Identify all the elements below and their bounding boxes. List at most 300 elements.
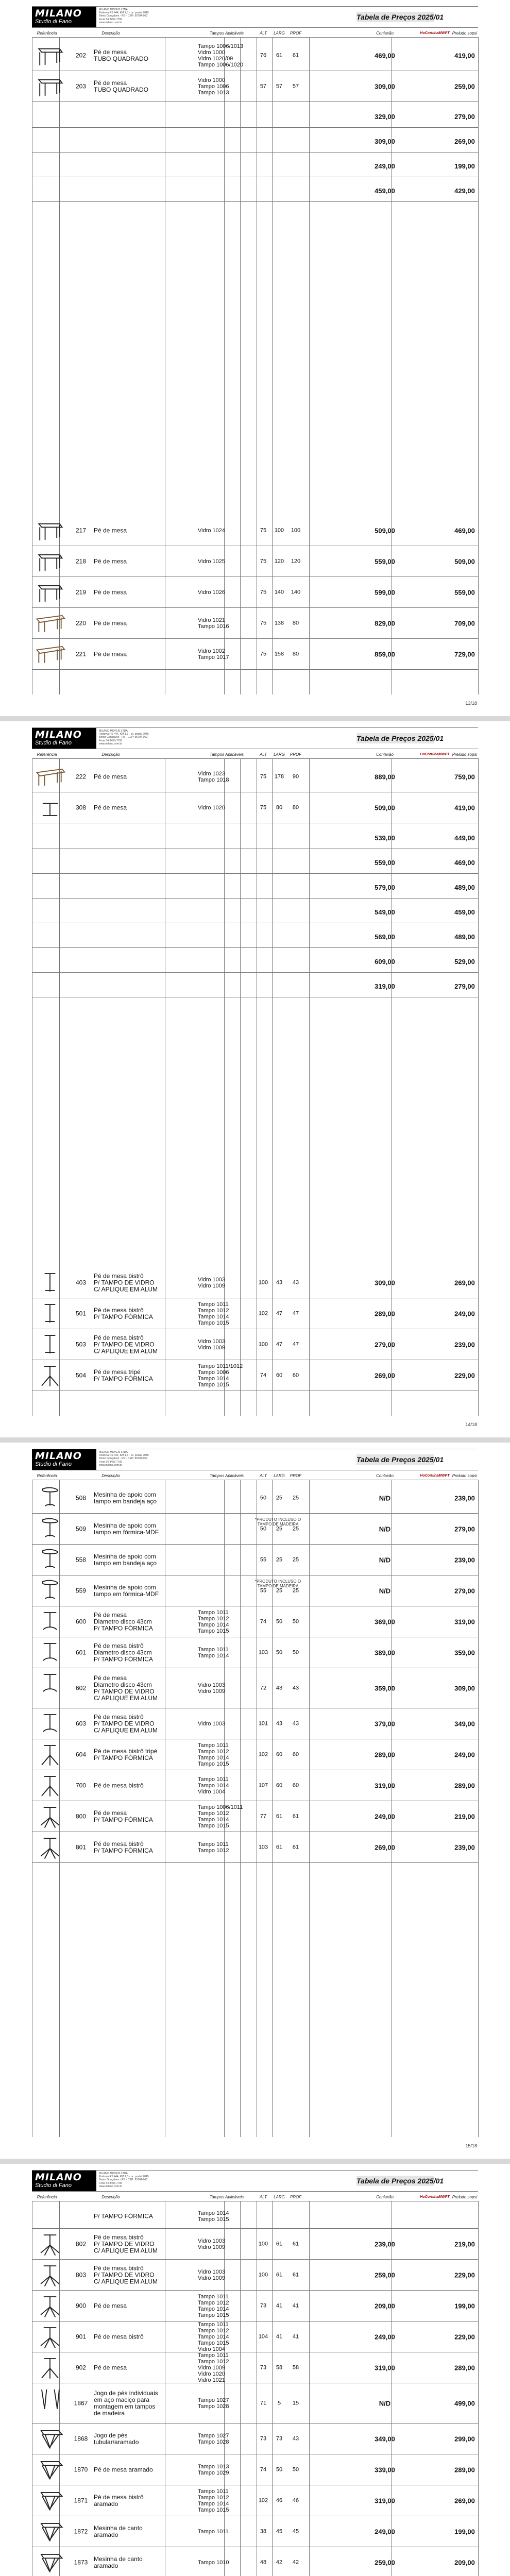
product-description: Pé de mesa [94, 527, 127, 534]
depth-value: 80 [292, 804, 299, 810]
icon-stroke [50, 2307, 55, 2317]
table-row [32, 1801, 478, 1832]
icon-stroke [50, 1786, 58, 1796]
width-value: 50 [276, 2466, 283, 2472]
product-description: Pé de mesa [94, 2302, 127, 2309]
product-description: Jogo de pés tubular/aramado [94, 2431, 139, 2446]
width-value: 25 [276, 1587, 283, 1594]
icon-stroke [50, 1376, 58, 1386]
suggested-price: 309,00 [454, 1684, 475, 1692]
table-row [32, 40, 478, 71]
product-description: Pé de mesa TUBO QUADRADO [94, 48, 149, 62]
wood-table-base-icon [33, 641, 67, 667]
column-header-prof: PROF [290, 1473, 302, 1478]
reference-code: 503 [75, 1341, 87, 1348]
height-value: 76 [260, 52, 267, 58]
height-value: 102 [258, 1751, 268, 1757]
height-value: 104 [258, 2333, 268, 2340]
depth-value: 46 [292, 2497, 299, 2503]
table-row [32, 2291, 478, 2321]
suggested-price: 229,00 [454, 2271, 475, 2279]
hairpin-legs-icon [33, 2385, 67, 2411]
cost-price: 459,00 [375, 187, 395, 195]
column-header-cost: Conlaxão [376, 752, 394, 757]
depth-value: 100 [291, 527, 301, 533]
table-row [32, 1514, 478, 1545]
company-line: www.milano.com.br [99, 1463, 122, 1467]
cost-price: 319,00 [375, 982, 395, 990]
company-address [99, 2172, 212, 2188]
table-row [32, 577, 478, 608]
product-description: Pé de mesa bistrô P/ TAMPO FÓRMICA [94, 1840, 153, 1854]
product-description: Mesinha de apoio com tampo em fórmica-MDF [94, 1521, 159, 1536]
product-description: Mesinha de canto aramado [94, 2555, 143, 2569]
column-header-al: ALT [259, 31, 267, 36]
company-line: www.milano.com.br [99, 21, 122, 24]
table-row [32, 546, 478, 577]
table-row [32, 2383, 478, 2424]
height-value: 75 [260, 651, 267, 657]
depth-value: 43 [292, 2435, 299, 2442]
reference-code: 803 [75, 2271, 87, 2278]
suggested-price: 269,00 [454, 138, 475, 145]
depth-value: 61 [292, 2241, 299, 2247]
cost-price: 379,00 [375, 1720, 395, 1727]
cost-price: 319,00 [375, 2497, 395, 2504]
table-row [32, 1708, 478, 1739]
table-row [32, 2260, 478, 2291]
round-base-icon [33, 1639, 67, 1665]
reference-code: 1871 [74, 2497, 88, 2504]
width-value: 25 [276, 1526, 283, 1532]
side-table-icon [33, 1485, 67, 1511]
height-value: 73 [260, 2302, 267, 2309]
icon-stroke [41, 2245, 50, 2253]
reference-code: 1870 [74, 2466, 88, 2473]
reference-code: 501 [75, 1310, 87, 1317]
width-value: 41 [276, 2333, 283, 2340]
column-header-cost: Conlaxão [376, 31, 394, 36]
width-value: 120 [274, 558, 284, 564]
square-tube-table-base-icon [33, 42, 67, 68]
width-value: 80 [276, 804, 283, 810]
product-description: Mesinha de apoio com tampo em fórmica-MDF [94, 1583, 159, 1598]
included-top-note: *PRODUTO INCLUSO O TAMPO DE MADEIRA [254, 1517, 301, 1527]
reference-code: 900 [75, 2302, 87, 2309]
square-tube-table-base-icon [33, 73, 67, 99]
depth-value: 120 [291, 558, 301, 564]
cost-price: 599,00 [375, 588, 395, 596]
column-header-tampos: Tampos Aplicáveis [209, 752, 244, 757]
cost-price: 239,00 [375, 2240, 395, 2248]
applicable-tops: Tampo 1014 Tampo 1015 [198, 2210, 229, 2223]
depth-value: 25 [292, 1556, 299, 1563]
applicable-tops: Vidro 1003 Vidro 1009 [198, 2268, 226, 2281]
depth-value: 50 [292, 1649, 299, 1655]
depth-value: 60 [292, 1782, 299, 1788]
column-header-sell: Preludo sopsi [452, 1473, 478, 1478]
cost-price: 829,00 [375, 619, 395, 627]
applicable-tops: Vidro 1020 [198, 804, 226, 811]
height-value: 100 [258, 2272, 268, 2278]
tripod-table-base-icon [33, 1772, 67, 1798]
icon-stroke [43, 1658, 57, 1660]
suggested-price: 259,00 [454, 82, 475, 90]
product-description: Mesinha de apoio com tampo em bandeja aço [94, 1490, 157, 1505]
applicable-tops: Tampo 1011/1012 Tampo 1006 Tampo 1014 Tampo 1015 [198, 1363, 243, 1388]
company-line: Bento Gonçalves - RS - CEP: 95704-060 [99, 736, 148, 739]
height-value: 100 [258, 1279, 268, 1285]
icon-stroke [45, 2496, 55, 2509]
column-header-tampos: Tampos Aplicáveis [209, 31, 244, 36]
applicable-tops: Tampo 1011 Tampo 1014 Vidro 1004 [198, 1776, 229, 1795]
suggested-price: 249,00 [454, 1751, 475, 1758]
company-line: www.milano.com.br [99, 742, 122, 745]
width-value: 5 [277, 2400, 281, 2406]
icon-stroke [50, 2245, 55, 2256]
width-value: 178 [274, 773, 284, 779]
applicable-tops: Vidro 1026 [198, 589, 226, 596]
height-value: 77 [260, 1813, 267, 1819]
depth-value: 61 [292, 1844, 299, 1850]
cost-price: N/D [379, 1494, 391, 1502]
icon-stroke [41, 2523, 62, 2528]
icon-stroke [45, 2434, 55, 2447]
reference-code: 220 [75, 619, 87, 626]
reference-code: 801 [75, 1843, 87, 1851]
column-header-prof: PROF [290, 31, 302, 36]
product-description: Jogo de pés individuais em aço maciço para montagem em tampos de madeira [94, 2389, 158, 2417]
wire-base-icon [33, 2487, 67, 2513]
wood-table-base-icon [33, 764, 67, 789]
suggested-price: 449,00 [454, 834, 475, 842]
width-value: 25 [276, 1495, 283, 1501]
column-header-reference: Referência [37, 31, 57, 36]
height-value: 103 [258, 1844, 268, 1850]
cost-price: 259,00 [375, 2558, 395, 2566]
price-table-title: Tabela de Preços 2025/01 [356, 1455, 444, 1464]
depth-value: 25 [292, 1495, 299, 1501]
column-header-lar: LARG [274, 31, 285, 36]
price-row-line [32, 127, 478, 128]
table-row [32, 639, 478, 670]
page-header [32, 6, 478, 28]
x-base-icon [33, 2231, 67, 2257]
width-value: 60 [276, 1782, 283, 1788]
icon-stroke [41, 1818, 50, 1825]
width-value: 158 [274, 651, 284, 657]
height-value: 50 [260, 1495, 267, 1501]
icon-stroke [39, 49, 62, 53]
icon-stroke [41, 2493, 62, 2497]
depth-value: 43 [292, 1279, 299, 1285]
depth-value: 90 [292, 773, 299, 779]
column-header-prof: PROF [290, 752, 302, 757]
product-description: Mesinha de apoio com tampo em bandeja aço [94, 1552, 157, 1567]
icon-stroke [43, 1581, 58, 1585]
icon-stroke [50, 2276, 59, 2284]
depth-value: 61 [292, 2272, 299, 2278]
company-line: Fone 54 3456-7700 [99, 18, 123, 21]
icon-stroke [57, 2389, 59, 2409]
column-header-description: Descrição [101, 752, 120, 757]
icon-stroke [42, 2368, 50, 2378]
height-value: 71 [260, 2400, 267, 2406]
suggested-price: 269,00 [454, 1279, 475, 1286]
icon-stroke [42, 2389, 45, 2409]
reference-code: 219 [75, 588, 87, 596]
round-base-icon [33, 1608, 67, 1634]
product-description: Pé de mesa P/ TAMPO FÓRMICA [94, 1809, 153, 1823]
cost-price: 249,00 [375, 1812, 395, 1820]
icon-stroke [42, 1786, 50, 1796]
table-row [32, 761, 478, 792]
icon-stroke [45, 2465, 55, 2478]
cost-price: N/D [379, 1587, 391, 1595]
applicable-tops: Vidro 1003 Vidro 1009 [198, 1338, 226, 1351]
icon-stroke [43, 1519, 58, 1523]
depth-value: 57 [292, 83, 299, 89]
width-value: 42 [276, 2559, 283, 2565]
applicable-tops: Tampo 1011 Tampo 1012 Tampo 1014 Tampo 1015 [198, 1301, 229, 1326]
cost-price: 289,00 [375, 1310, 395, 1317]
depth-value: 80 [292, 620, 299, 626]
cost-price: 269,00 [375, 1371, 395, 1379]
reference-code: 700 [75, 1782, 87, 1789]
reference-code: 1868 [74, 2435, 88, 2442]
icon-stroke [39, 586, 62, 589]
column-header-sell-subtitle: HoCortilhaMWPT [420, 31, 450, 35]
company-line: Fone 54 3456-7700 [99, 739, 123, 742]
reference-code: 217 [75, 527, 87, 534]
suggested-price: 319,00 [454, 1618, 475, 1625]
icon-stroke [41, 2338, 50, 2346]
cost-price: 279,00 [375, 1341, 395, 1348]
reference-code: 1872 [74, 2528, 88, 2535]
applicable-tops: Tampo 1011 Tampo 1014 [198, 1646, 229, 1659]
suggested-price: 499,00 [454, 2399, 475, 2407]
price-table-title: Tabela de Preços 2025/01 [356, 13, 444, 21]
height-value: 100 [258, 2241, 268, 2247]
x-base-icon [33, 1834, 67, 1860]
reference-code: 1873 [74, 2558, 88, 2566]
brand-name: MILANO [35, 8, 82, 19]
company-line: Fone 54 3456-7700 [99, 2181, 123, 2185]
product-description: Pé de mesa [94, 650, 127, 657]
reference-code: 559 [75, 1587, 87, 1594]
reference-code: 308 [75, 804, 87, 811]
table-row [32, 2547, 478, 2576]
icon-stroke [45, 2389, 47, 2409]
reference-code: 1867 [74, 2399, 88, 2406]
icon-stroke [43, 1488, 58, 1492]
product-description: P/ TAMPO FÓRMICA [94, 2212, 153, 2219]
height-value: 50 [260, 1526, 267, 1532]
height-value: 74 [260, 1618, 267, 1624]
applicable-tops: Tampo 1010 [198, 2559, 229, 2566]
company-address [99, 1451, 212, 1467]
price-row-line [32, 972, 478, 973]
slim-table-base-icon [33, 517, 67, 543]
icon-stroke [43, 1627, 57, 1630]
suggested-price: 239,00 [454, 1556, 475, 1564]
product-description: Mesinha de canto aramado [94, 2524, 143, 2538]
width-value: 41 [276, 2302, 283, 2309]
depth-value: 140 [291, 589, 301, 595]
width-value: 138 [274, 620, 284, 626]
height-value: 75 [260, 773, 267, 779]
page-number: 15/18 [465, 2143, 477, 2148]
icon-stroke [45, 2276, 50, 2286]
suggested-price: 219,00 [454, 2240, 475, 2248]
depth-value: 45 [292, 2528, 299, 2534]
width-value: 58 [276, 2364, 283, 2370]
icon-stroke [41, 2307, 50, 2315]
page-header [32, 727, 478, 749]
depth-value: 41 [292, 2333, 299, 2340]
product-description: Pé de mesa bistrô P/ TAMPO DE VIDRO C/ APLIQUE EM ALUM [94, 1713, 158, 1734]
tripod-table-base-icon [33, 1362, 67, 1388]
applicable-tops: Tampo 1011 Tampo 1012 Tampo 1014 Tampo 1015 [198, 1742, 229, 1767]
applicable-tops: Tampo 1027 Tampo 1028 [198, 2397, 229, 2410]
reference-code: 508 [75, 1494, 87, 1501]
price-table-title: Tabela de Preços 2025/01 [356, 734, 444, 742]
page-header [32, 1449, 478, 1470]
width-value: 43 [276, 1720, 283, 1726]
bistro-table-base-icon [33, 1269, 67, 1295]
product-description: Pé de mesa bistrô P/ TAMPO DE VIDRO C/ APLIQUE EM ALUM [94, 1334, 158, 1354]
brand-subtitle: Studio di Fano [35, 740, 72, 746]
cost-price: 389,00 [375, 1649, 395, 1656]
product-description: Pé de mesa [94, 773, 127, 780]
column-header-sell-subtitle: HoCortilhaMWPT [420, 1474, 450, 1478]
depth-value: 47 [292, 1341, 299, 1347]
height-value: 48 [260, 2559, 267, 2565]
column-header-lar: LARG [274, 752, 285, 757]
price-row-line [32, 873, 478, 874]
suggested-price: 299,00 [454, 2435, 475, 2443]
reference-code: 504 [75, 1371, 87, 1379]
suggested-price: 729,00 [454, 650, 475, 658]
icon-stroke [45, 1849, 50, 1859]
width-value: 50 [276, 1618, 283, 1624]
width-value: 25 [276, 1556, 283, 1563]
cost-price: N/D [379, 1556, 391, 1564]
cost-price: 249,00 [375, 162, 395, 170]
product-description: Pé de mesa bistrô tripé P/ TAMPO FÓRMICA [94, 1747, 158, 1761]
product-description: Pé de mesa [94, 557, 127, 565]
suggested-price: 249,00 [454, 1310, 475, 1317]
cost-price: 579,00 [375, 884, 395, 891]
applicable-tops: Tampo 1027 Tampo 1028 [198, 2432, 229, 2445]
depth-value: 25 [292, 1526, 299, 1532]
company-line: MILANO MOVEIS LTDA [99, 1451, 128, 1454]
reference-code: 601 [75, 1649, 87, 1656]
icon-stroke [41, 1849, 50, 1856]
icon-stroke [45, 2527, 55, 2540]
reference-code: 600 [75, 1618, 87, 1625]
included-top-note: *PRODUTO INCLUSO O TAMPO DE MADEIRA [254, 1579, 301, 1588]
cost-price: 289,00 [375, 1751, 395, 1758]
reference-code: 902 [75, 2364, 87, 2371]
cost-price: N/D [379, 1525, 391, 1533]
table-row [32, 1267, 478, 1298]
cost-price: 209,00 [375, 2302, 395, 2310]
suggested-price: 289,00 [454, 1782, 475, 1789]
depth-value: 61 [292, 1813, 299, 1819]
applicable-tops: Tampo 1011 Tampo 1012 Vidro 1009 Vidro 1020 Vidro 1021 [198, 2352, 229, 2383]
brand-logo [32, 7, 96, 27]
reference-code: 901 [75, 2333, 87, 2340]
product-description: Pé de mesa aramado [94, 2466, 153, 2473]
cost-price: 309,00 [375, 138, 395, 145]
width-value: 43 [276, 1685, 283, 1691]
suggested-price: 289,00 [454, 2466, 475, 2473]
table-row [32, 1545, 478, 1575]
column-header-description: Descrição [101, 31, 120, 36]
cost-price: 339,00 [375, 2466, 395, 2473]
x-base-icon [33, 2293, 67, 2318]
page-number: 13/18 [465, 701, 477, 706]
icon-stroke [50, 1818, 55, 1828]
icon-stroke [50, 2338, 55, 2348]
table-row [32, 515, 478, 546]
applicable-tops: Vidro 1003 Vidro 1009 [198, 1682, 226, 1694]
column-header-lar: LARG [274, 1473, 285, 1478]
table-row [32, 1770, 478, 1801]
tripod-table-base-icon [33, 1741, 67, 1767]
table-row [32, 2204, 478, 2229]
cost-price: 469,00 [375, 52, 395, 59]
table-row [32, 1360, 478, 1391]
suggested-price: 489,00 [454, 884, 475, 891]
column-header-sell-subtitle: HoCortilhaMWPT [420, 2195, 450, 2199]
depth-value: 25 [292, 1587, 299, 1594]
product-description: Pé de mesa [94, 804, 127, 811]
width-value: 61 [276, 52, 283, 58]
applicable-tops: Tampo 1006/1011 Tampo 1012 Tampo 1014 Tampo 1015 [198, 1804, 243, 1829]
height-value: 75 [260, 558, 267, 564]
applicable-tops: Vidro 1002 Tampo 1017 [198, 648, 229, 660]
height-value: 100 [258, 1341, 268, 1347]
table-row [32, 1668, 478, 1708]
price-table-page [0, 1443, 510, 2164]
price-table-page [0, 721, 510, 1443]
applicable-tops: Vidro 1024 [198, 527, 226, 534]
depth-value: 15 [292, 2400, 299, 2406]
column-header-cost: Conlaxão [376, 2195, 394, 2199]
column-header-lar: LARG [274, 2195, 285, 2199]
reference-code: 222 [75, 773, 87, 780]
brand-name: MILANO [35, 729, 82, 740]
width-value: 57 [276, 83, 283, 89]
company-line: Bento Gonçalves - RS - CEP: 95704-060 [99, 14, 148, 18]
company-line: Rodovia RS 444, KM 1,3 - cx. postal 2045 [99, 1454, 149, 1458]
product-description: Pé de mesa bistrô P/ TAMPO FÓRMICA [94, 1306, 153, 1320]
brand-logo [32, 728, 96, 749]
icon-stroke [50, 1849, 59, 1856]
suggested-price: 559,00 [454, 588, 475, 596]
reference-code: 509 [75, 1525, 87, 1532]
width-value: 100 [274, 527, 284, 533]
width-value: 47 [276, 1310, 283, 1316]
width-value: 60 [276, 1751, 283, 1757]
table-row [32, 1575, 478, 1606]
suggested-price: 509,00 [454, 557, 475, 565]
column-header-description: Descrição [101, 2195, 120, 2199]
product-description: Pé de mesa bistrô P/ TAMPO DE VIDRO C/ APLIQUE EM ALUM [94, 1272, 158, 1293]
price-row-line [32, 898, 478, 899]
